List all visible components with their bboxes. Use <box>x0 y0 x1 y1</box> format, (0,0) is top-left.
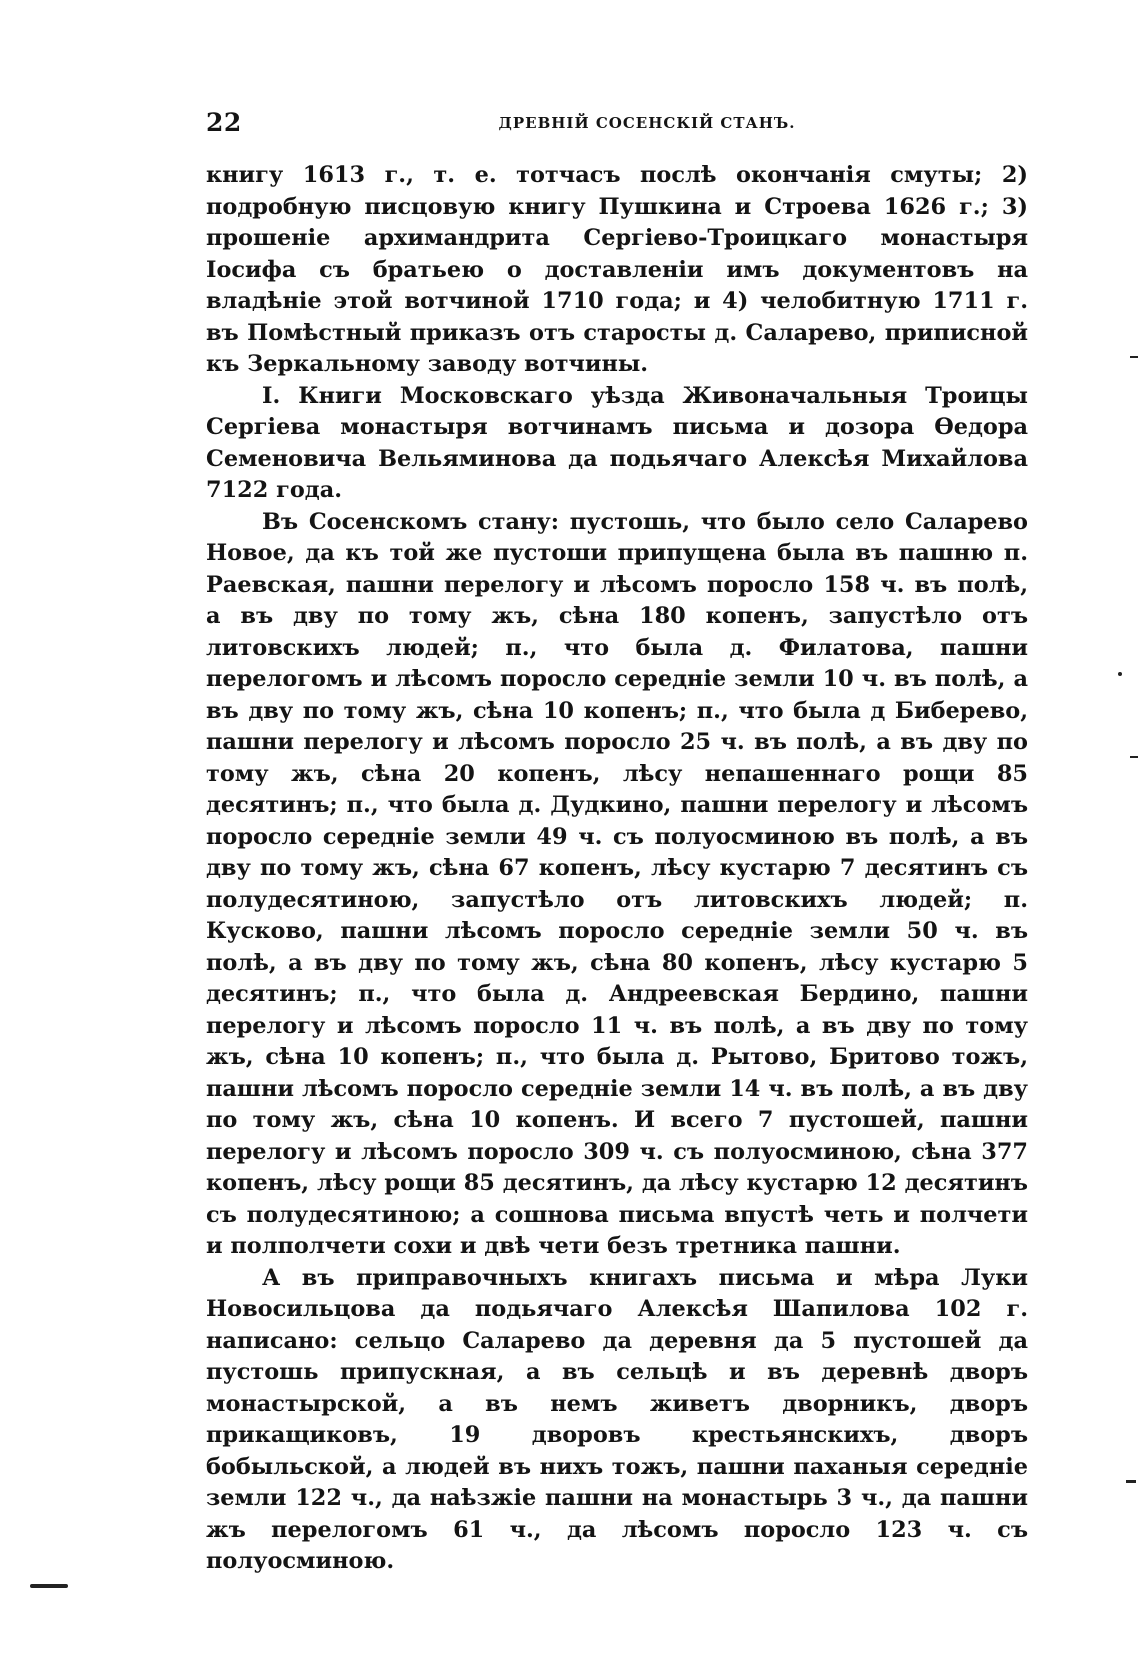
scan-mark <box>30 1584 68 1588</box>
paragraph-continuation: книгу 1613 г., т. е. тотчасъ послѣ окончанія смуты; 2) подробную писцовую книгу Пушкина и Строева 1626 г.; 3) прошеніе архимандрита Сергіево-Троицкаго монастыря Іосифа съ братьею о доставленіи имъ документовъ на владѣніе этой вотчиной 1710 года; и 4) челобитную 1711 г. въ Помѣстный приказъ отъ старосты д. Саларево, приписной къ Зеркальному заводу вотчины. <box>206 162 1028 377</box>
running-head: ДРЕВНІЙ СОСЕНСКІЙ СТАНЪ. <box>498 114 796 132</box>
page-header <box>206 108 1028 142</box>
paragraph-book-title: I. Книги Московскаго уѣзда Живоначальныя Троицы Сергіева монастыря вотчинамъ письма и дозора Өедора Семеновича Вельяминова да подьячаго Алексѣя Михайлова 7122 года. <box>206 382 1028 503</box>
scan-mark <box>1130 356 1138 358</box>
body-text <box>206 160 1028 1578</box>
paragraph-sosenskoy-stan: Въ Сосенскомъ стану: пустошь, что было село Саларево Новое, да къ той же пустоши припущена была въ пашню п. Раевская, пашни перелогу и лѣсомъ поросло 158 ч. въ полѣ, а въ дву по тому жъ, сѣна 180 копенъ, запустѣло отъ литовскихъ людей; п., что была д. Филатова, пашни перелогомъ и лѣсомъ поросло середніе земли 10 ч. въ полѣ, а въ дву по тому жъ, сѣна 10 копенъ; п., что была д Биберево, пашни перелогу и лѣсомъ поросло 25 ч. въ полѣ, а въ дву по тому жъ, сѣна 20 копенъ, лѣсу непашеннаго рощи 85 десятинъ; п., что была д. Дудкино, пашни перелогу и лѣсомъ поросло середніе земли 49 ч. съ полуосминою въ полѣ, а въ дву по тому жъ, сѣна 67 копенъ, лѣсу кустарю 7 десятинъ съ полудесятиною, запустѣло отъ литовскихъ людей; п. Кусково, пашни лѣсомъ поросло середніе земли 50 ч. въ полѣ, а въ дву по тому жъ, сѣна 80 копенъ, лѣсу кустарю 5 десятинъ; п., что была д. Андреевская Бердино, пашни перелогу и лѣсомъ поросло 11 ч. въ полѣ, а въ дву по тому жъ, сѣна 10 копенъ; п., что была д. Рытово, Бритово тожъ, пашни лѣсомъ поросло середніе земли 14 ч. въ полѣ, а въ дву по тому жъ, сѣна 10 копенъ. И всего 7 пустошей, пашни перелогу и лѣсомъ поросло 309 ч. съ полуосминою, сѣна 377 копенъ, лѣсу рощи 85 десятинъ, да лѣсу кустарю 12 десятинъ съ полудесятиною; а сошнова письма впустѣ четь и полчети и полполчети сохи и двѣ чети безъ третника пашни. <box>206 508 1028 1259</box>
paragraph-pripravochnye-knigi: А въ приправочныхъ книгахъ письма и мѣра Луки Новосильцова да подьячаго Алексѣя Шапилова 102 г. написано: сельцо Саларево да деревня да 5 пустошей да пустошь припускная, а въ сельцѣ и въ деревнѣ дворъ монастырской, а въ немъ живетъ дворникъ, дворъ прикащиковъ, 19 дворовъ крестьянскихъ, дворъ бобыльской, а людей въ нихъ тожъ, пашни паханыя середніе земли 122 ч., да наѣзжіе пашни на монастырь 3 ч., да пашни жъ перелогомъ 61 ч., да лѣсомъ поросло 123 ч. съ полуосминою. <box>206 1264 1028 1574</box>
scan-mark <box>1126 1480 1136 1483</box>
page-number: 22 <box>206 108 242 137</box>
scan-mark <box>1130 756 1138 758</box>
scan-mark <box>1118 672 1122 676</box>
